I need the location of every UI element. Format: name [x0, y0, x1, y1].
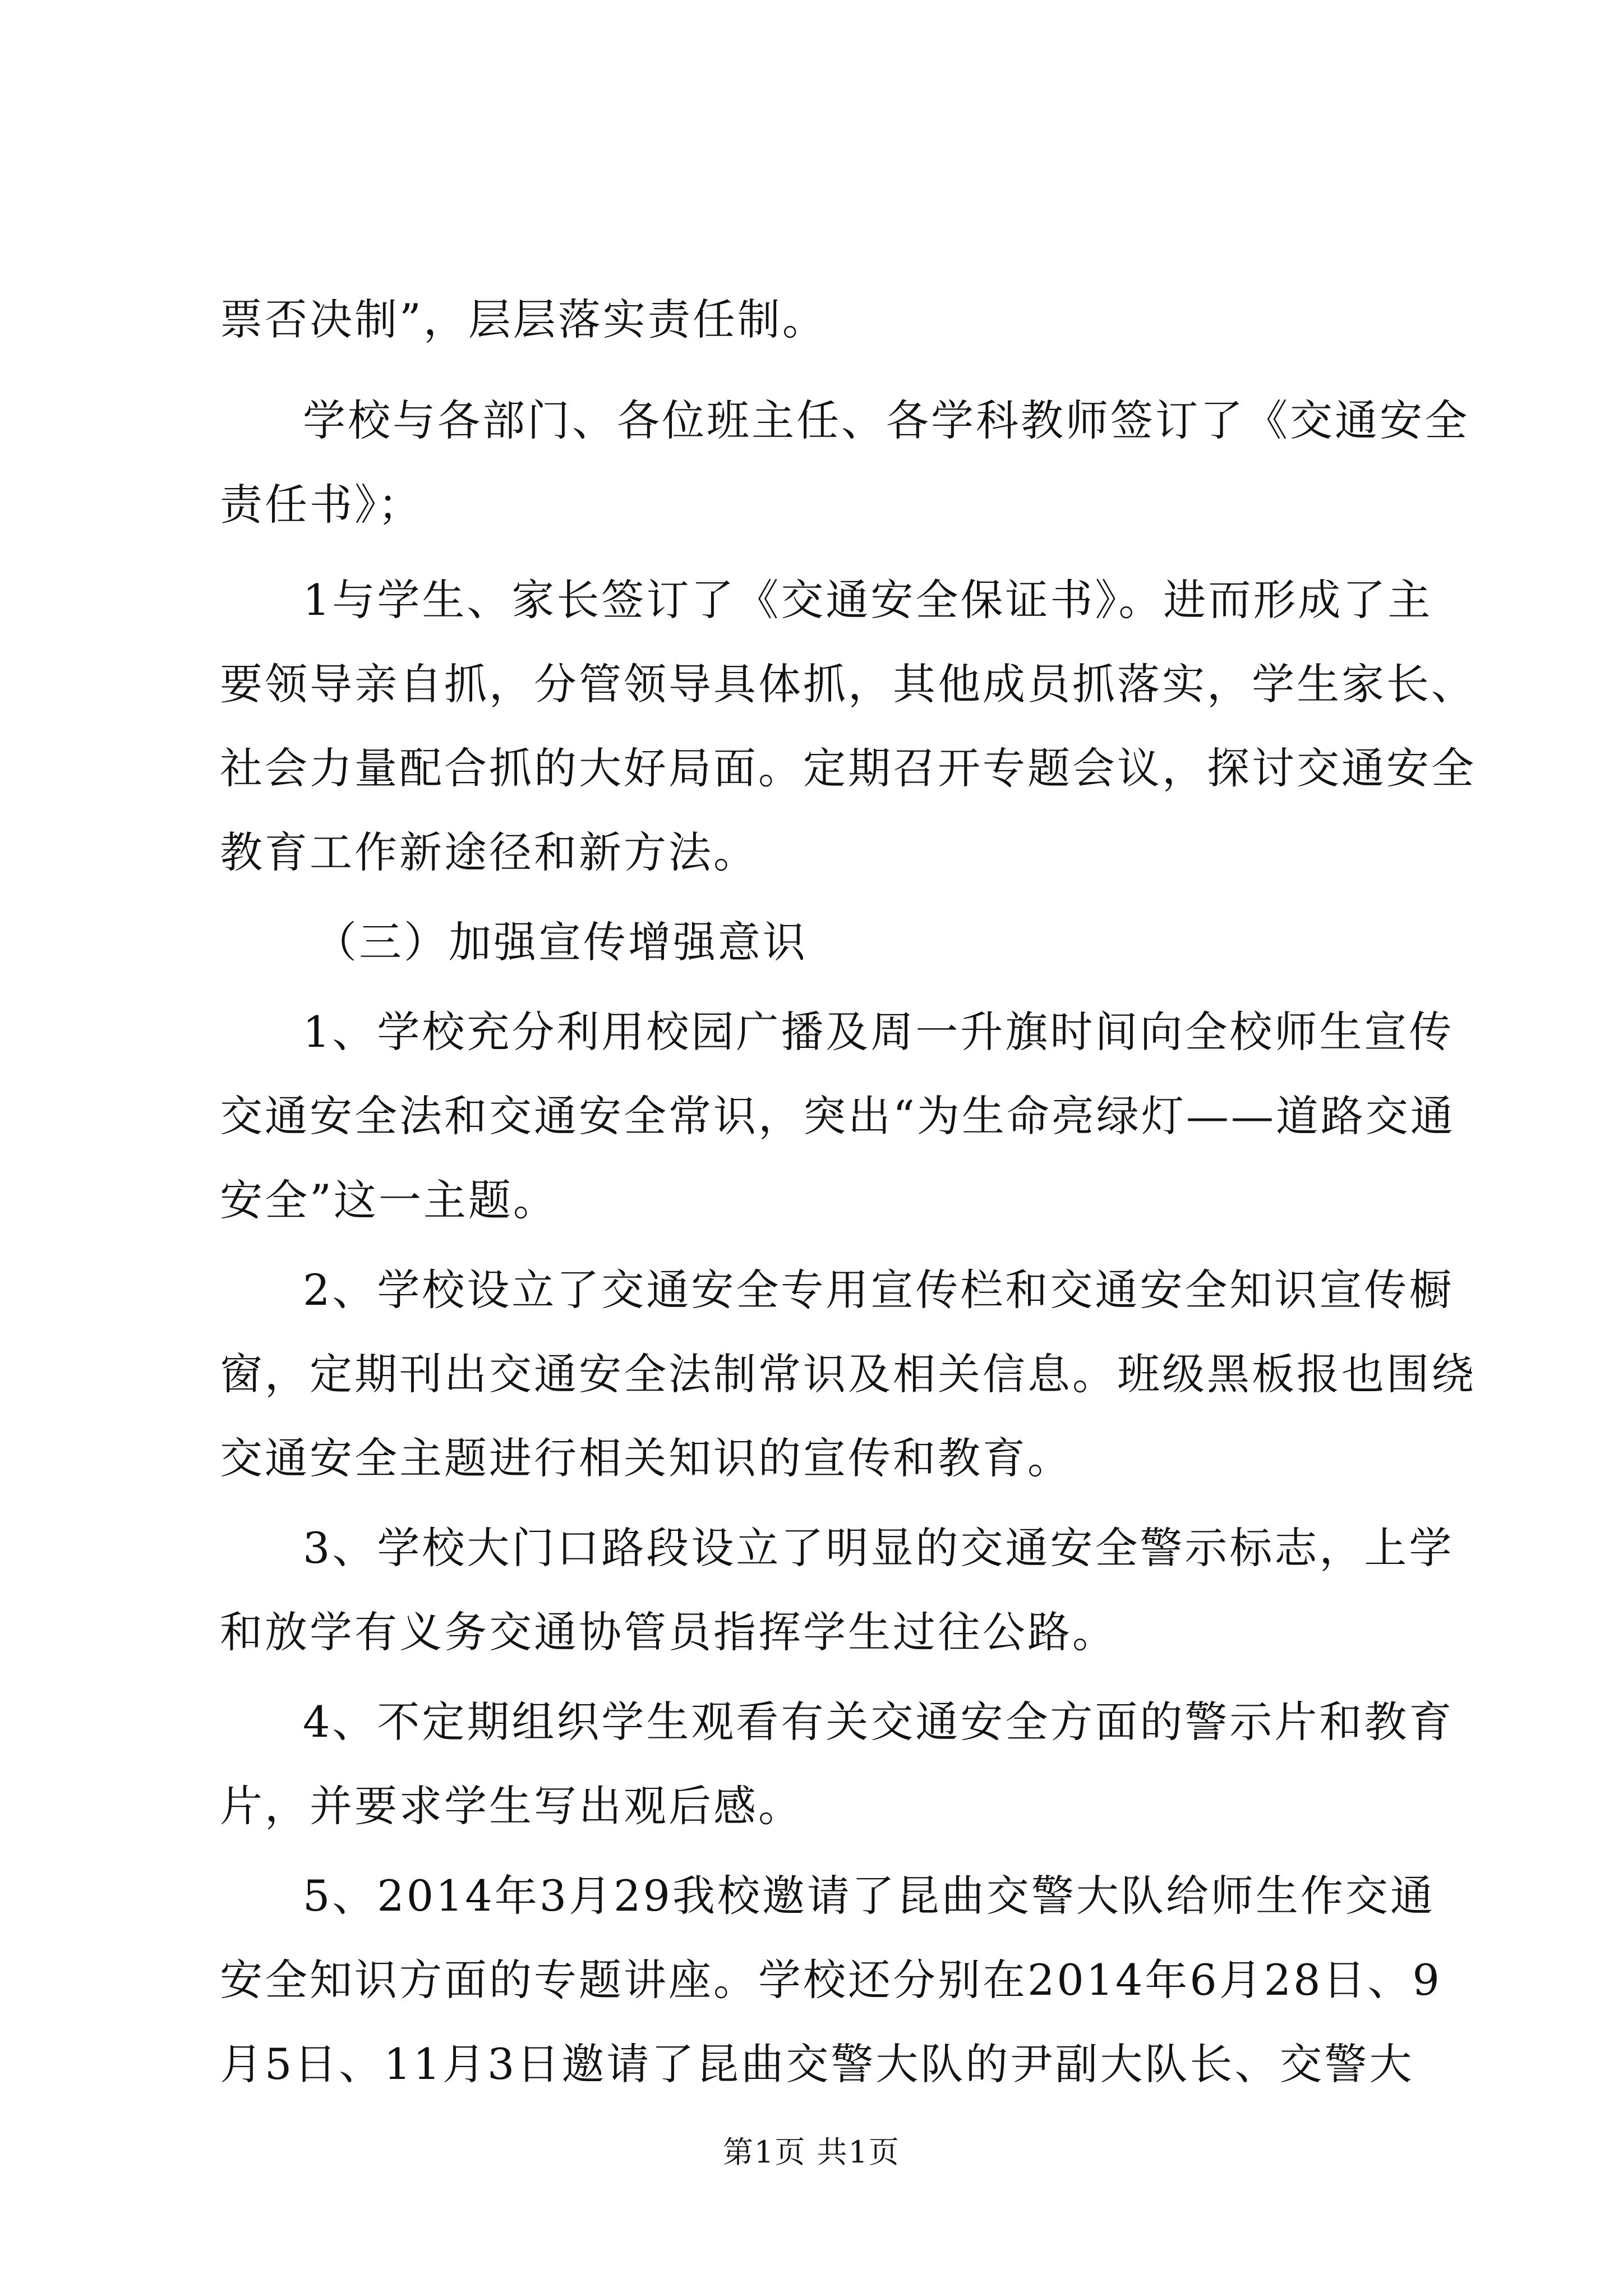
- text-line: 3、学校大门口路段设立了明显的交通安全警示标志，上学: [303, 1523, 1454, 1573]
- text-line: 2、学校设立了交通安全专用宣传栏和交通安全知识宣传橱: [303, 1265, 1454, 1315]
- page-number-footer: 第1页 共1页: [723, 2134, 900, 2170]
- text-line: 窗，定期刊出交通安全法制常识及相关信息。班级黑板报也围绕: [220, 1349, 1476, 1399]
- text-line: 教育工作新途径和新方法。: [220, 827, 758, 877]
- text-line: 和放学有义务交通协管员指挥学生过往公路。: [220, 1607, 1117, 1657]
- text-line: 票否决制”，层层落实责任制。: [220, 295, 827, 344]
- text-line: 安全”这一主题。: [220, 1175, 558, 1225]
- section-heading: （三）加强宣传增强意识: [314, 917, 808, 967]
- text-line: 安全知识方面的专题讲座。学校还分别在2014年6月28日、9: [220, 1955, 1442, 2005]
- text-line: 1、学校充分利用校园广播及周一升旗时间向全校师生宣传: [303, 1007, 1454, 1057]
- text-line: 5、2014年3月29我校邀请了昆曲交警大队给师生作交通: [303, 1871, 1435, 1921]
- text-line: 片，并要求学生写出观后感。: [220, 1781, 803, 1831]
- text-line: 责任书》；: [220, 480, 423, 530]
- text-line: 月5日、11月3日邀请了昆曲交警大队的尹副大队长、交警大: [220, 2039, 1414, 2089]
- text-line: 交通安全法和交通安全常识，突出“为生命亮绿灯——道路交通: [220, 1091, 1455, 1141]
- text-line: 社会力量配合抓的大好局面。定期召开专题会议，探讨交通安全: [220, 743, 1476, 793]
- text-line: 1与学生、家长签订了《交通安全保证书》。进而形成了主: [303, 575, 1433, 625]
- text-line: 学校与各部门、各位班主任、各学科教师签订了《交通安全: [303, 395, 1469, 445]
- text-line: 交通安全主题进行相关知识的宣传和教育。: [220, 1433, 1072, 1483]
- text-line: 要领导亲自抓，分管领导具体抓，其他成员抓落实，学生家长、: [220, 659, 1476, 709]
- text-line: 4、不定期组织学生观看有关交通安全方面的警示片和教育: [303, 1697, 1454, 1747]
